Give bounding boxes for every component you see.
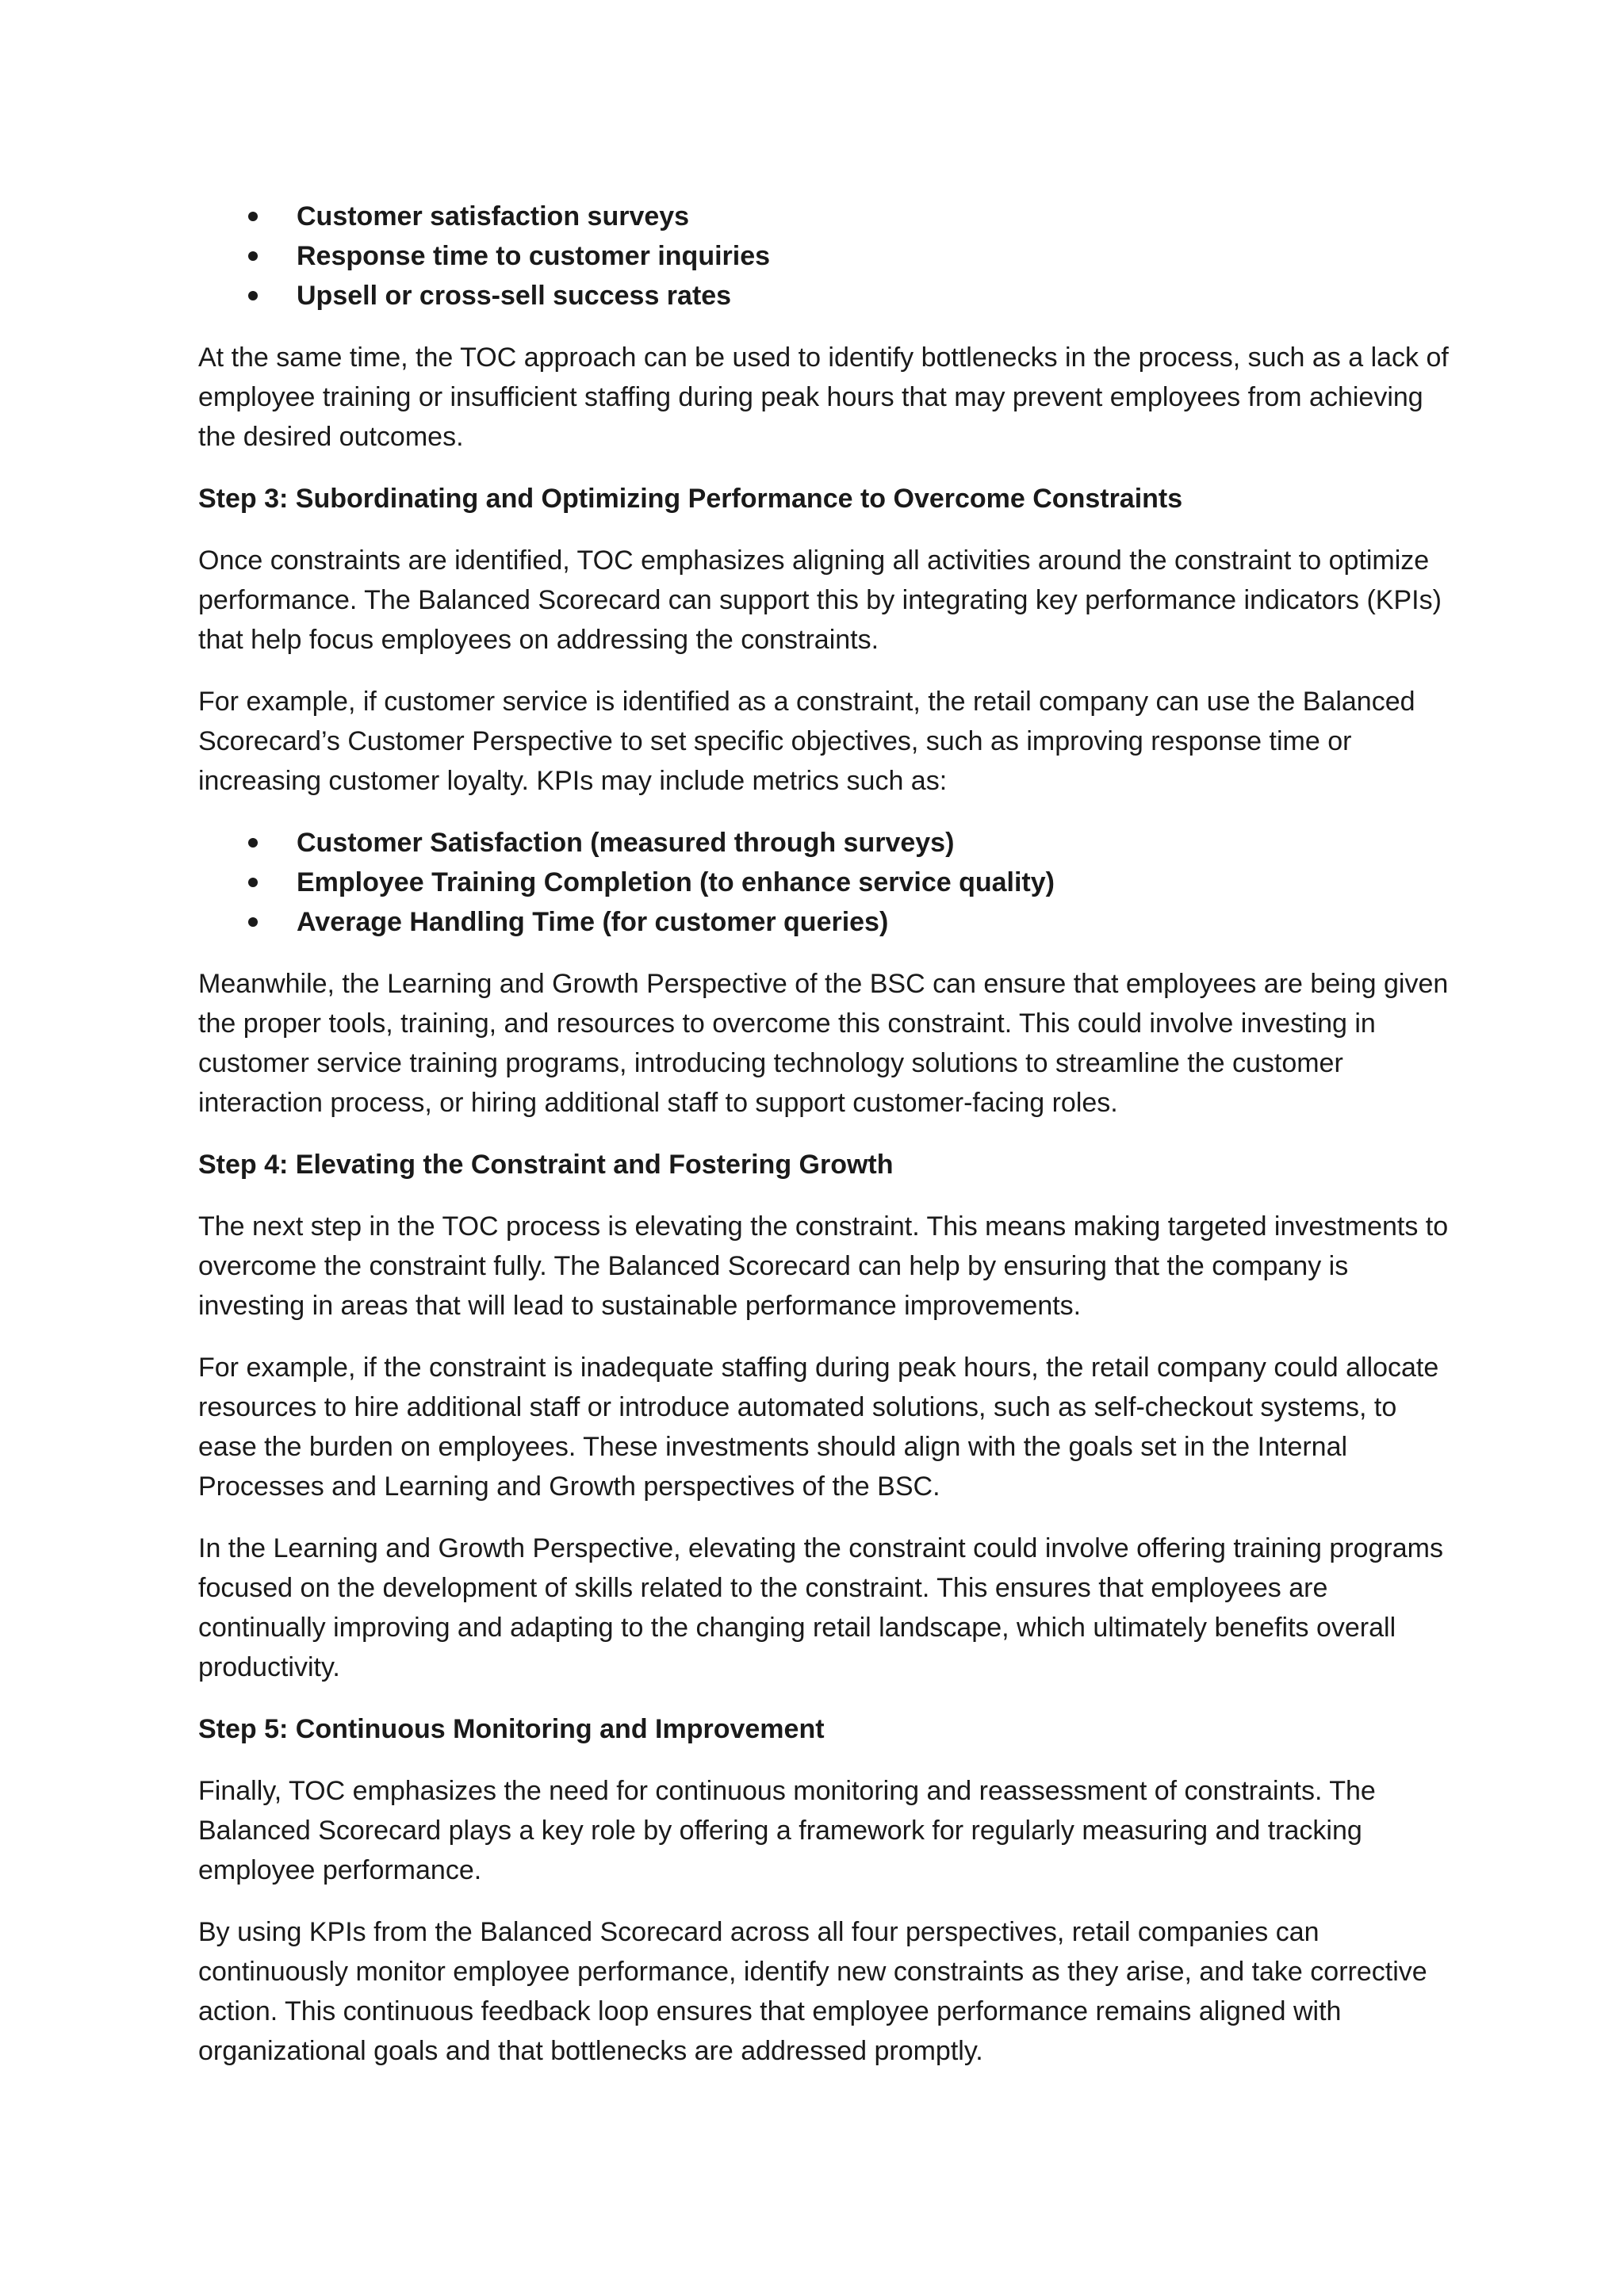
paragraph-toc-bottlenecks: At the same time, the TOC approach can be used to identify bottlenecks in the process, such as a lack of employee training or insufficient staffing during peak hours that may prevent employees from achieving the desired outcomes. xyxy=(198,342,1449,452)
list-item-text: Customer Satisfaction (measured through surveys) xyxy=(297,828,955,858)
list-item-text: Customer satisfaction surveys xyxy=(297,201,690,232)
list-item-text: Employee Training Completion (to enhance service quality) xyxy=(297,867,1055,897)
bullet-list-kpis xyxy=(198,823,1451,942)
document-body xyxy=(198,197,1451,2093)
list-item xyxy=(198,902,1451,942)
paragraph-step-4-learning-growth: In the Learning and Growth Perspective, elevating the constraint could involve offering training programs focused on the development of skills related to the constraint. This ensures that employees are continually improving and adapting to the changing retail landscape, which ultimately benefits overall productivity. xyxy=(198,1533,1443,1682)
bullet-dot xyxy=(248,212,258,221)
list-item xyxy=(198,863,1451,902)
list-item xyxy=(198,236,1451,276)
list-item xyxy=(198,276,1451,316)
bullet-list-metrics xyxy=(198,197,1451,316)
paragraph-step-3-intro: Once constraints are identified, TOC emphasizes aligning all activities around the constraint to optimize performance. The Balanced Scorecard can support this by integrating key performance indicators (KPIs) that help focus employees on addressing the constraints. xyxy=(198,545,1442,655)
bullet-dot xyxy=(248,251,258,261)
list-item-text: Response time to customer inquiries xyxy=(297,241,771,271)
list-item-text: Upsell or cross-sell success rates xyxy=(297,281,732,311)
paragraph-step-3-learning-growth: Meanwhile, the Learning and Growth Perspective of the BSC can ensure that employees are being given the proper tools, training, and resources to overcome this constraint. This could involve investing in customer service training programs, introducing technology solutions to streamline the customer interaction process, or hiring additional staff to support customer-facing roles. xyxy=(198,969,1449,1118)
bullet-dot xyxy=(248,878,258,887)
paragraph-step-4-intro: The next step in the TOC process is elevating the constraint. This means making targeted investments to overcome the constraint fully. The Balanced Scorecard can help by ensuring that the company is investing in areas that will lead to sustainable performance improvements. xyxy=(198,1211,1449,1321)
paragraph-step-5-kpis: By using KPIs from the Balanced Scorecard across all four perspectives, retail companies can continuously monitor employee performance, identify new constraints as they arise, and take corrective action. This continuous feedback loop ensures that employee performance remains aligned with organizational goals and that bottlenecks are addressed promptly. xyxy=(198,1917,1427,2066)
section-heading-step-5: Step 5: Continuous Monitoring and Improvement xyxy=(198,1714,825,1744)
list-item xyxy=(198,197,1451,236)
list-item xyxy=(198,823,1451,863)
section-heading-step-3: Step 3: Subordinating and Optimizing Performance to Overcome Constraints xyxy=(198,484,1183,514)
bullet-dot xyxy=(248,291,258,300)
bullet-dot xyxy=(248,838,258,848)
bullet-dot xyxy=(248,917,258,927)
paragraph-step-4-example: For example, if the constraint is inadequate staffing during peak hours, the retail company could allocate resources to hire additional staff or introduce automated solutions, such as self-checkout systems, to ease the burden on employees. These investments should align with the goals set in the Internal Processes and Learning and Growth perspectives of the BSC. xyxy=(198,1353,1439,1502)
list-item-text: Average Handling Time (for customer queries) xyxy=(297,907,889,937)
section-heading-step-4: Step 4: Elevating the Constraint and Fostering Growth xyxy=(198,1150,894,1180)
paragraph-step-3-example: For example, if customer service is identified as a constraint, the retail company can use the Balanced Scorecard’s Customer Perspective to set specific objectives, such as improving response time or increasing customer loyalty. KPIs may include metrics such as: xyxy=(198,687,1415,796)
paragraph-step-5-intro: Finally, TOC emphasizes the need for continuous monitoring and reassessment of constraints. The Balanced Scorecard plays a key role by offering a framework for regularly measuring and tracking employee performance. xyxy=(198,1776,1376,1885)
